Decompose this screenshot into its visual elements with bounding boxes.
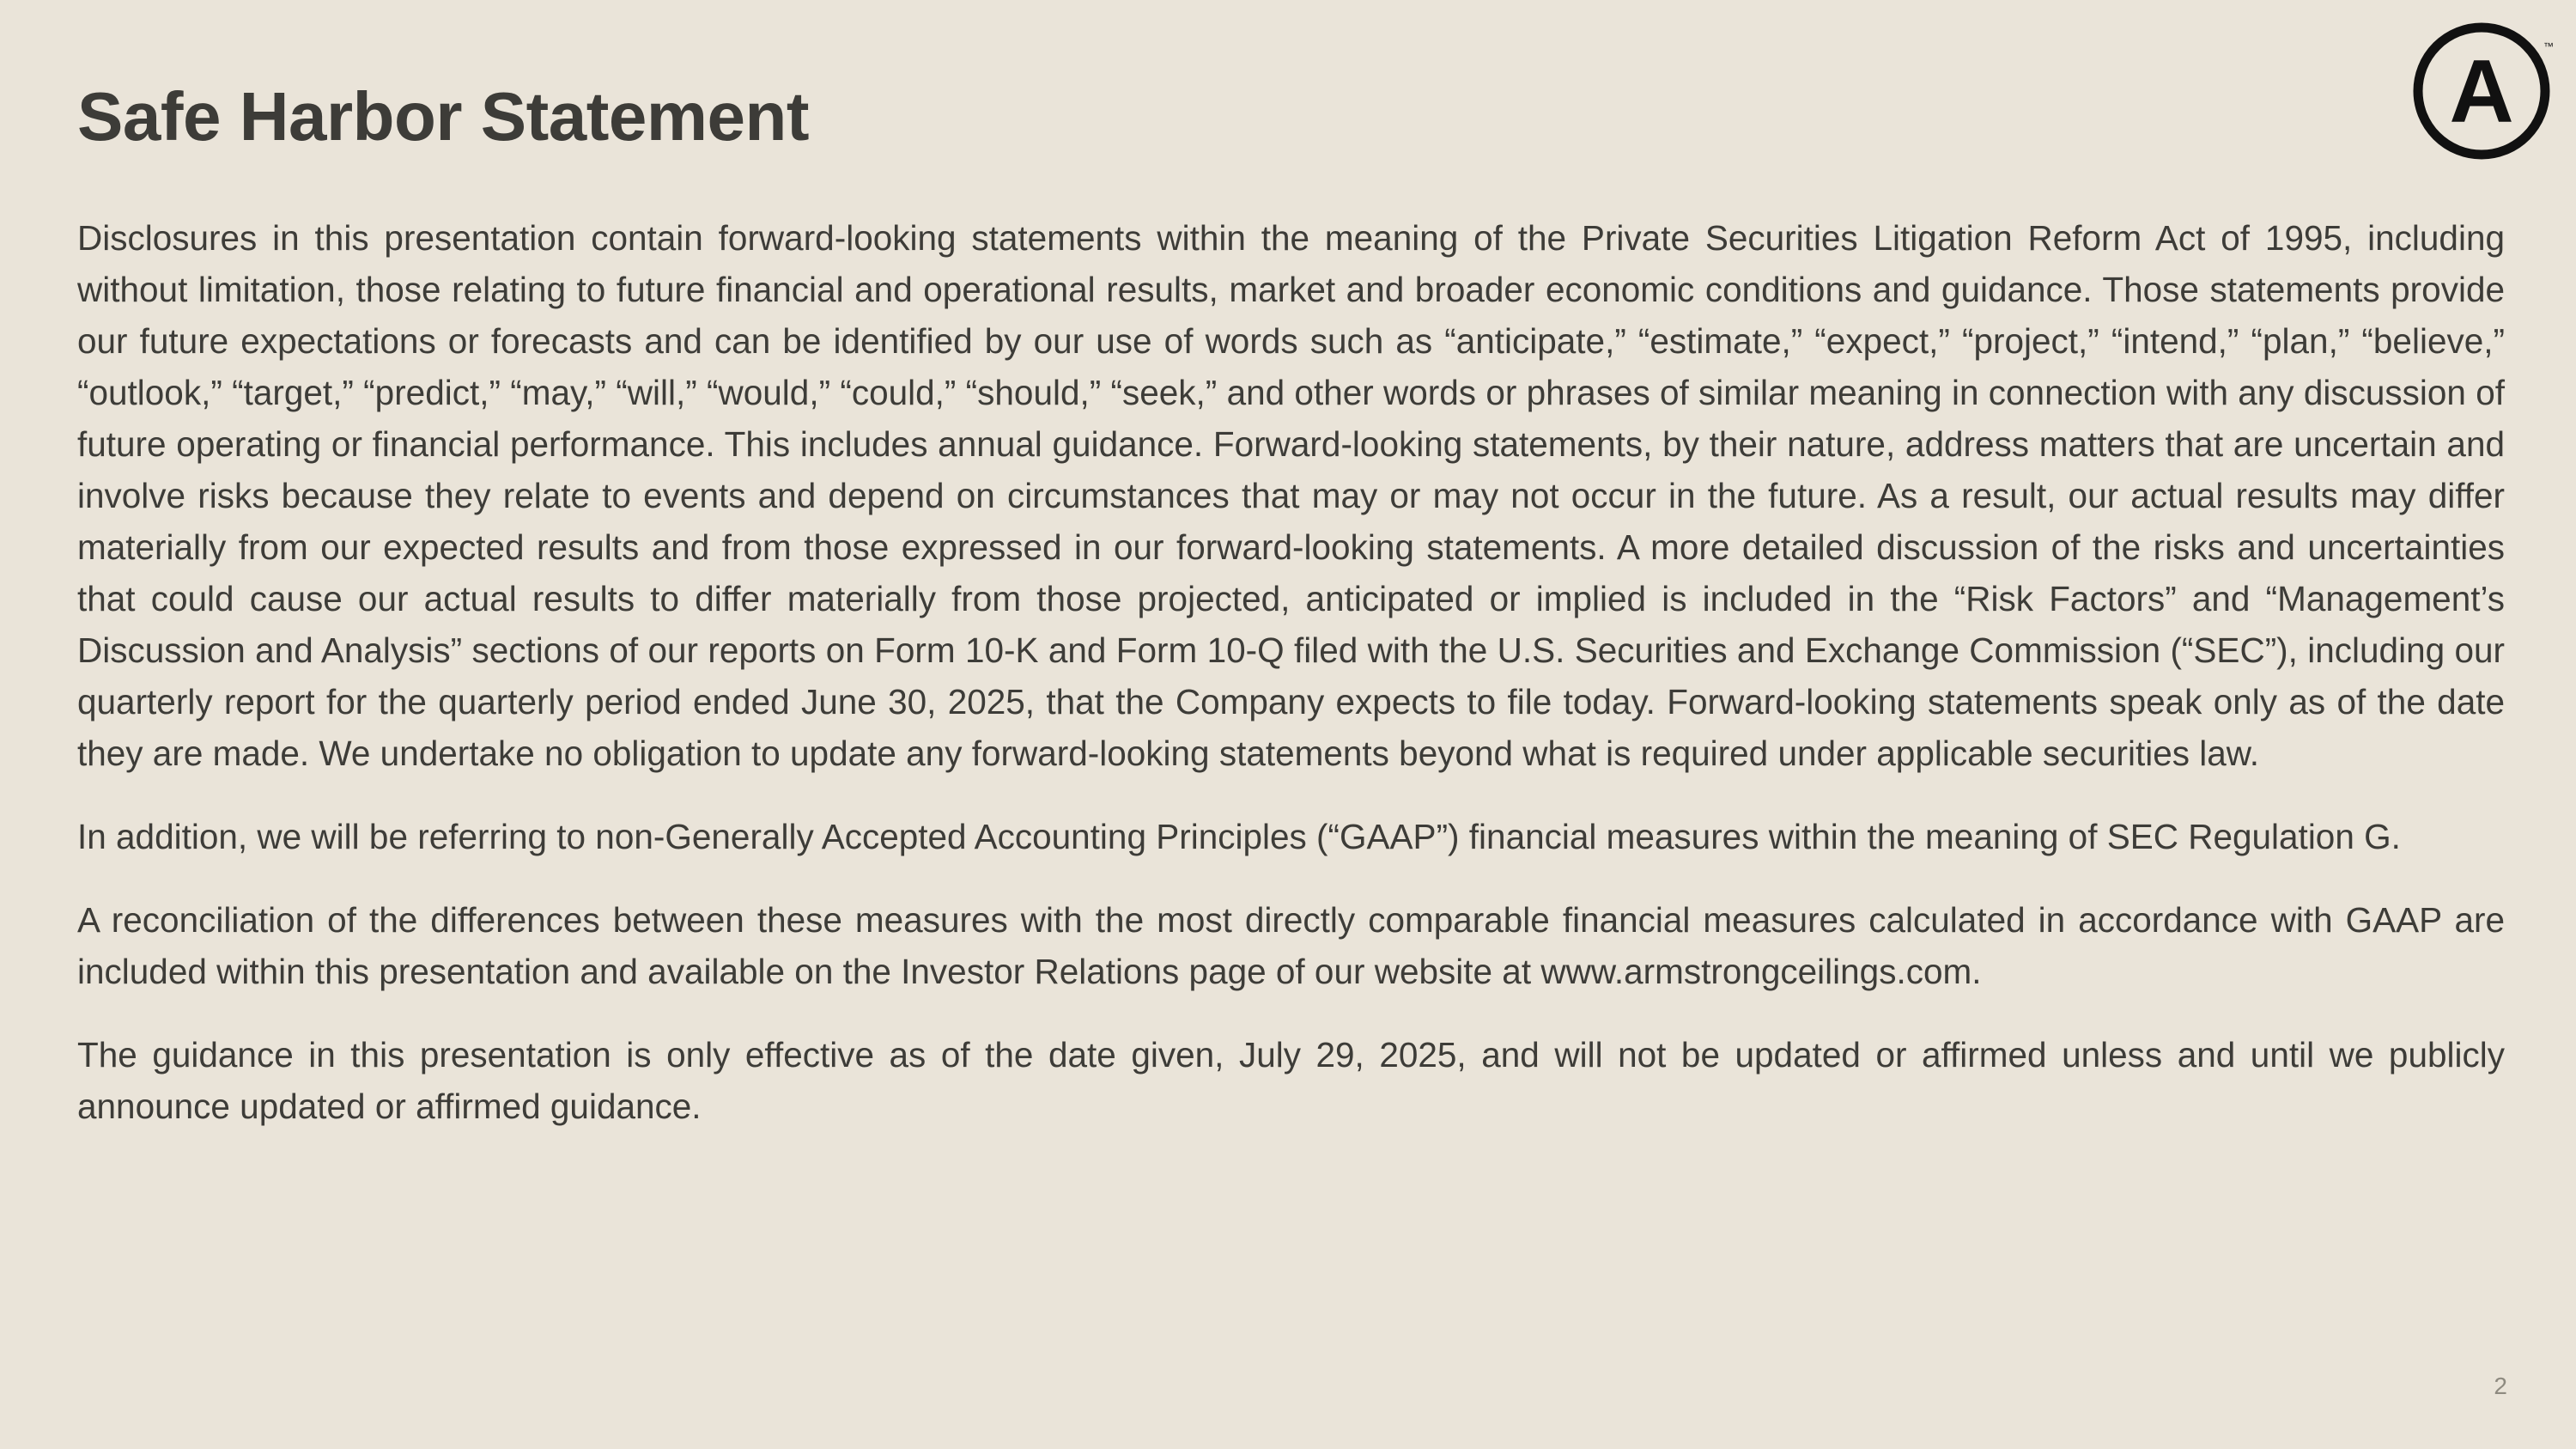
logo-mark — [2413, 19, 2555, 161]
slide-title: Safe Harbor Statement — [77, 78, 809, 155]
disclosure-body — [77, 212, 2505, 1164]
logo-letter: A — [2449, 42, 2514, 142]
guidance-paragraph: The guidance in this presentation is only effective as of the date given, July 29, 2025, and will not be updated or affirmed unless and until we publicly announce updated or affirmed guidance. — [77, 1035, 2505, 1126]
forward-looking-paragraph: Disclosures in this presentation contain forward-looking statements within the meaning of the Private Securities Litigation Reform Act of 1995, including without limitation, those relating to future financial and operational results, market and broader economic conditions and guidance. Those statements provide our future expectations or forecasts and can be identified by our use of words such as “anticipate,” “estimate,” “expect,” “project,” “intend,” “plan,” “believe,” “outlook,” “target,” “predict,” “may,” “will,” “would,” “could,” “should,” “seek,” and other words or phrases of similar meaning in connection with any discussion of future operating or financial performance. This includes annual guidance. Forward-looking statements, by their nature, address matters that are uncertain and involve risks because they relate to events and depend on circumstances that may or may not occur in the future. As a result, our actual results may differ materially from our expected results and from those expressed in our forward-looking statements. A more detailed discussion of the risks and uncertainties that could cause our actual results to differ materially from those projected, anticipated or implied is included in the “Risk Factors” and “Management’s Discussion and Analysis” sections of our reports on Form 10-K and Form 10-Q filed with the U.S. Securities and Exchange Commission (“SEC”), including our quarterly report for the quarterly period ended June 30, 2025, that the Company expects to file today. Forward-looking statements speak only as of the date they are made. We undertake no obligation to update any forward-looking statements beyond what is required under applicable securities law. — [77, 218, 2505, 773]
non-gaap-paragraph: In addition, we will be referring to non-Generally Accepted Accounting Principles (“GAAP”) financial measures within the meaning of SEC Regulation G. — [77, 817, 2401, 856]
armstrong-logo-icon — [2413, 19, 2555, 161]
reconciliation-paragraph: A reconciliation of the differences between these measures with the most directly comparable financial measures calculated in accordance with GAAP are included within this presentation and available on the Investor Relations page of our website at www.armstrongceilings.com. — [77, 900, 2505, 991]
page-number: 2 — [2494, 1373, 2507, 1399]
logo-trademark: ™ — [2543, 40, 2554, 52]
